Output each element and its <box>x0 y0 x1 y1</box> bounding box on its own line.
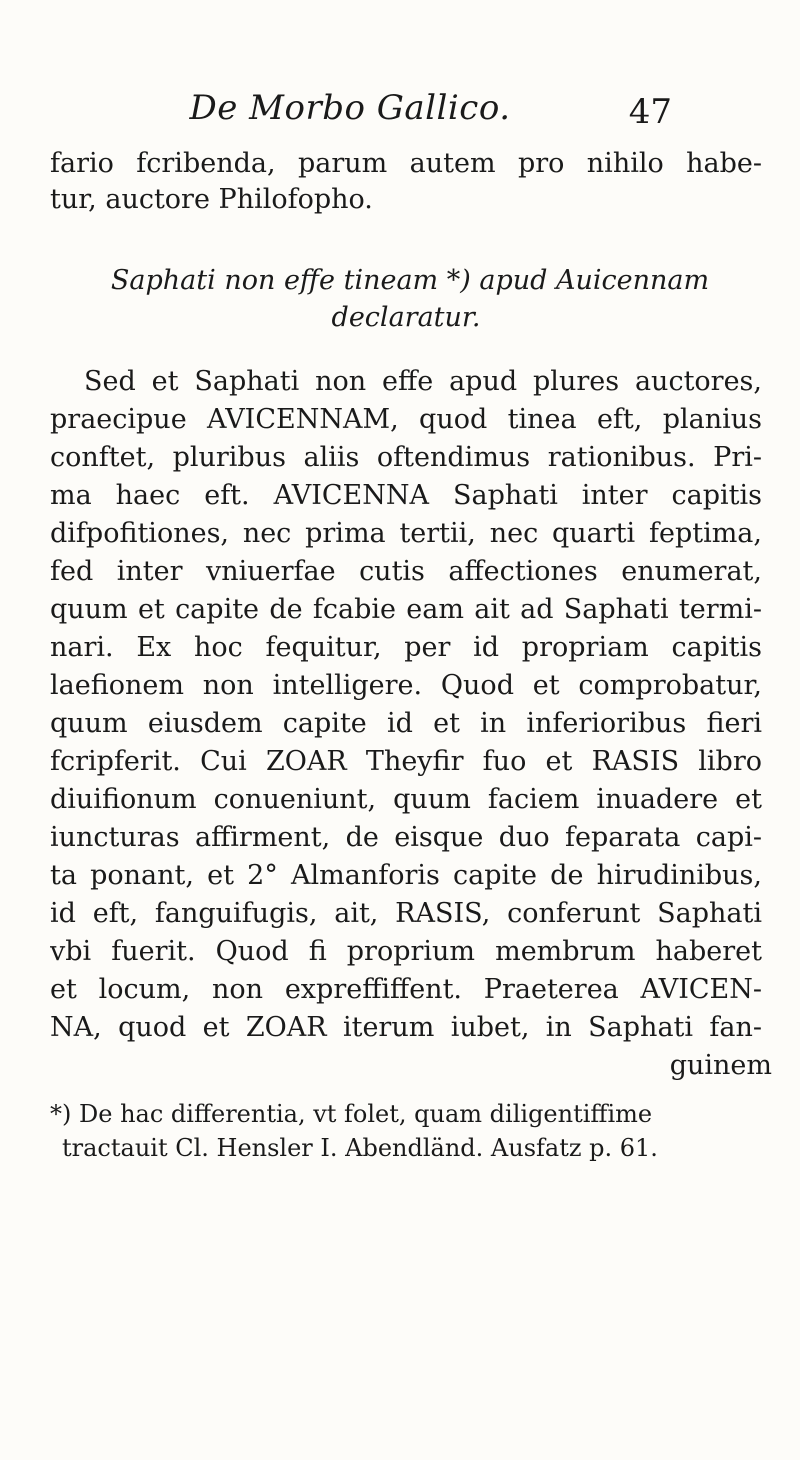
paragraph-line: nari. Ex hoc fequitur, per id propriam capitis <box>50 632 762 663</box>
paragraph-line: laefionem non intelligere. Quod et comprobatur, <box>50 670 762 701</box>
paragraph-line: ta ponant, et 2° Almanforis capite de hirudinibus, <box>50 860 762 891</box>
footnote-line: *) De hac differentia, vt folet, quam diligentiffime <box>50 1100 653 1128</box>
section-heading: Saphati non effe tineam *) apud Auicennam <box>110 265 710 296</box>
paragraph-line: diuifionum conueniunt, quum faciem inuadere et <box>50 784 762 815</box>
paragraph-line: iuncturas affirment, de eisque duo feparata capi- <box>50 822 762 853</box>
paragraph-line: difpofitiones, nec prima tertii, nec quarti feptima, <box>50 518 762 549</box>
running-title: De Morbo Gallico. <box>189 88 511 128</box>
text-line: fario fcribenda, parum autem pro nihilo habe- <box>50 148 762 179</box>
catchword: guinem <box>669 1050 772 1081</box>
footnote-line: tractauit Cl. Hensler I. Abendländ. Ausfatz p. 61. <box>62 1134 658 1162</box>
section-heading: declaratur. <box>331 302 481 333</box>
paragraph-line: fed inter vniuerfae cutis affectiones enumerat, <box>50 556 762 587</box>
paragraph-line: Sed et Saphati non effe apud plures auctores, <box>84 366 762 397</box>
paragraph-line: vbi fuerit. Quod fi proprium membrum haberet <box>50 936 762 967</box>
page-header <box>0 78 800 132</box>
page-number: 47 <box>628 92 672 132</box>
paragraph-line: et locum, non expreffiffent. Praeterea AVICEN- <box>50 974 762 1005</box>
paragraph-line: ma haec eft. AVICENNA Saphati inter capitis <box>50 480 762 511</box>
paragraph-line: NA, quod et ZOAR iterum iubet, in Saphati fan- <box>50 1012 762 1043</box>
paragraph-line: quum eiusdem capite id et in inferioribus fieri <box>50 708 762 739</box>
paragraph-line: praecipue AVICENNAM, quod tinea eft, planius <box>50 404 762 435</box>
paragraph-line: fcripferit. Cui ZOAR Theyfir fuo et RASIS libro <box>50 746 762 777</box>
paragraph-line: id eft, fanguifugis, ait, RASIS, conferunt Saphati <box>50 898 762 929</box>
paragraph-line: quum et capite de fcabie eam ait ad Saphati termi- <box>50 594 762 625</box>
text-line: tur, auctore Philofopho. <box>50 184 373 215</box>
paragraph-line: conftet, pluribus aliis oftendimus rationibus. Pri- <box>50 442 762 473</box>
